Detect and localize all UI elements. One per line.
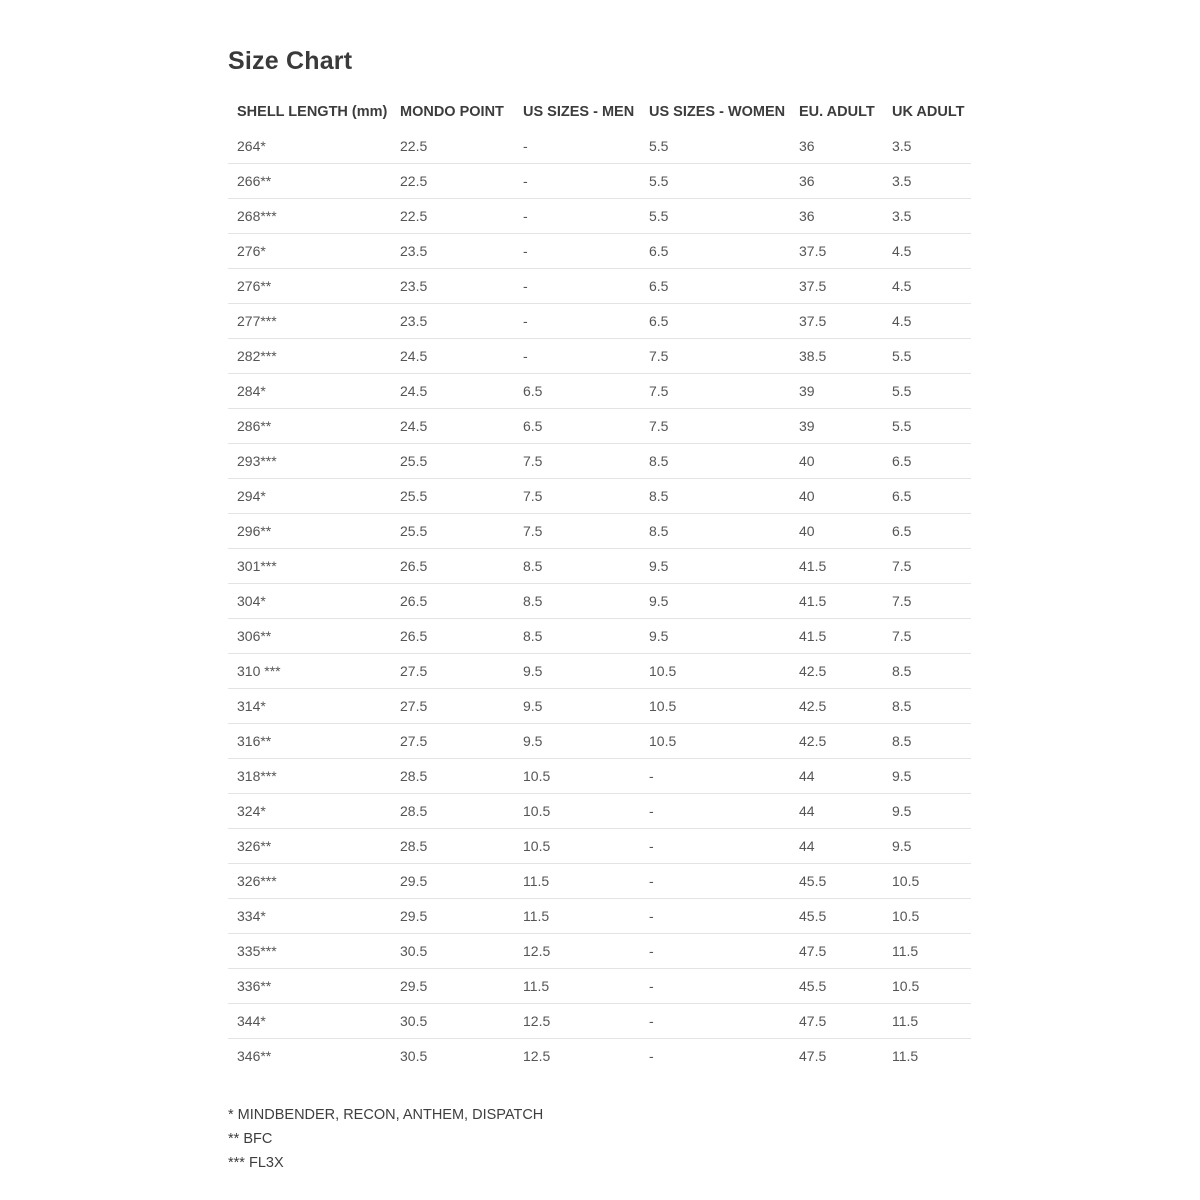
cell-eu-adult: 37.5 (790, 234, 883, 269)
cell-us-women: - (640, 829, 790, 864)
cell-us-men: 7.5 (514, 514, 640, 549)
cell-shell-length: 316** (228, 724, 391, 759)
cell-eu-adult: 44 (790, 794, 883, 829)
cell-us-women: - (640, 759, 790, 794)
table-row (228, 304, 971, 339)
cell-mondo-point: 22.5 (391, 199, 514, 234)
cell-uk-adult: 6.5 (883, 514, 971, 549)
table-row (228, 899, 971, 934)
cell-mondo-point: 25.5 (391, 444, 514, 479)
size-chart-page (228, 44, 973, 1175)
cell-us-women: 10.5 (640, 654, 790, 689)
header-us-women: US SIZES - WOMEN (649, 104, 786, 120)
table-row (228, 759, 971, 794)
cell-us-men: 12.5 (523, 1048, 551, 1064)
cell-shell-length: 276** (228, 269, 391, 304)
table-row (228, 339, 971, 374)
cell-shell-length: 277*** (228, 304, 391, 339)
cell-mondo-point: 29.5 (391, 969, 514, 1004)
cell-eu-adult: 39 (790, 374, 883, 409)
cell-uk-adult: 3.5 (883, 164, 971, 199)
cell-uk-adult: 9.5 (883, 794, 971, 829)
cell-uk-adult: 6.5 (883, 444, 971, 479)
cell-eu-adult: 42.5 (790, 724, 883, 759)
table-row (228, 969, 971, 1004)
cell-uk-adult: 7.5 (883, 584, 971, 619)
cell-shell-length: 294* (228, 479, 391, 514)
cell-uk-adult: 3.5 (883, 199, 971, 234)
cell-shell-length: 286** (228, 409, 391, 444)
table-row (228, 864, 971, 899)
table-row (228, 619, 971, 654)
cell-eu-adult: 37.5 (790, 269, 883, 304)
table-row (228, 689, 971, 724)
cell-mondo-point: 23.5 (391, 269, 514, 304)
cell-shell-length: 306** (228, 619, 391, 654)
cell-us-men: - (514, 199, 640, 234)
cell-us-women: - (640, 934, 790, 969)
cell-mondo-point: 28.5 (391, 794, 514, 829)
cell-us-women: 8.5 (640, 514, 790, 549)
cell-shell-length: 276* (228, 234, 391, 269)
cell-us-women: 9.5 (640, 549, 790, 584)
table-row (228, 584, 971, 619)
cell-eu-adult: 44 (790, 759, 883, 794)
cell-uk-adult: 9.5 (883, 829, 971, 864)
cell-uk-adult: 11.5 (883, 934, 971, 969)
cell-us-men: - (514, 269, 640, 304)
cell-uk-adult: 4.5 (883, 304, 971, 339)
table-row (228, 549, 971, 584)
cell-mondo-point: 24.5 (391, 409, 514, 444)
cell-us-women: 9.5 (640, 584, 790, 619)
cell-mondo-point: 22.5 (391, 129, 514, 164)
cell-us-women: 10.5 (640, 724, 790, 759)
cell-eu-adult: 36 (790, 129, 883, 164)
cell-us-men: 9.5 (514, 724, 640, 759)
cell-us-men: - (514, 234, 640, 269)
cell-us-women: - (649, 1048, 654, 1064)
cell-us-men: 10.5 (514, 829, 640, 864)
cell-us-women: 6.5 (640, 234, 790, 269)
header-uk-adult: UK ADULT (892, 104, 965, 120)
cell-us-women: - (640, 969, 790, 1004)
cell-us-women: 6.5 (640, 269, 790, 304)
cell-us-men: 7.5 (514, 444, 640, 479)
footnote: ** BFC (228, 1131, 273, 1147)
table-row (228, 829, 971, 864)
cell-us-men: 9.5 (514, 654, 640, 689)
cell-mondo-point: 26.5 (391, 549, 514, 584)
cell-eu-adult: 41.5 (790, 549, 883, 584)
cell-mondo-point: 23.5 (391, 304, 514, 339)
cell-mondo-point: 26.5 (391, 584, 514, 619)
cell-uk-adult: 8.5 (883, 654, 971, 689)
cell-shell-length: 344* (228, 1004, 391, 1039)
footnotes (228, 1103, 973, 1175)
cell-uk-adult: 11.5 (883, 1004, 971, 1039)
table-row (228, 409, 971, 444)
cell-mondo-point: 22.5 (391, 164, 514, 199)
table-row (228, 164, 971, 199)
table-row (228, 514, 971, 549)
table-body (228, 129, 971, 1073)
cell-shell-length: 304* (228, 584, 391, 619)
cell-eu-adult: 47.5 (790, 1004, 883, 1039)
cell-shell-length: 293*** (228, 444, 391, 479)
cell-mondo-point: 28.5 (391, 759, 514, 794)
cell-mondo-point: 29.5 (391, 899, 514, 934)
cell-eu-adult: 36 (790, 199, 883, 234)
cell-us-women: - (640, 794, 790, 829)
cell-eu-adult: 45.5 (790, 969, 883, 1004)
table-row (228, 1039, 971, 1074)
cell-shell-length: 346** (237, 1048, 272, 1064)
cell-eu-adult: 39 (790, 409, 883, 444)
page-title: Size Chart (228, 47, 353, 75)
cell-uk-adult: 4.5 (883, 234, 971, 269)
cell-uk-adult: 9.5 (883, 759, 971, 794)
cell-us-women: 9.5 (640, 619, 790, 654)
cell-shell-length: 310 *** (228, 654, 391, 689)
cell-shell-length: 284* (228, 374, 391, 409)
cell-shell-length: 326*** (228, 864, 391, 899)
cell-eu-adult: 45.5 (790, 899, 883, 934)
cell-us-men: 12.5 (514, 934, 640, 969)
cell-uk-adult: 7.5 (883, 549, 971, 584)
cell-us-women: 8.5 (640, 444, 790, 479)
cell-us-women: 7.5 (640, 374, 790, 409)
cell-us-men: 10.5 (514, 794, 640, 829)
cell-eu-adult: 44 (790, 829, 883, 864)
cell-us-men: 6.5 (514, 409, 640, 444)
footnote: *** FL3X (228, 1155, 284, 1171)
cell-us-men: 7.5 (514, 479, 640, 514)
table-row (228, 234, 971, 269)
header-us-men: US SIZES - MEN (523, 104, 635, 120)
cell-uk-adult: 5.5 (883, 374, 971, 409)
cell-shell-length: 324* (228, 794, 391, 829)
table-row (228, 479, 971, 514)
table-row (228, 129, 971, 164)
cell-eu-adult: 40 (790, 444, 883, 479)
cell-mondo-point: 24.5 (391, 374, 514, 409)
cell-us-men: - (514, 304, 640, 339)
cell-shell-length: 326** (228, 829, 391, 864)
size-table (228, 95, 971, 1073)
cell-mondo-point: 27.5 (391, 654, 514, 689)
cell-us-women: 10.5 (640, 689, 790, 724)
cell-shell-length: 335*** (228, 934, 391, 969)
table-row (228, 444, 971, 479)
cell-shell-length: 318*** (228, 759, 391, 794)
table-row (228, 1004, 971, 1039)
cell-mondo-point: 28.5 (391, 829, 514, 864)
cell-eu-adult: 41.5 (790, 584, 883, 619)
cell-mondo-point: 25.5 (391, 514, 514, 549)
cell-us-men: 8.5 (514, 584, 640, 619)
cell-us-men: 11.5 (514, 864, 640, 899)
cell-uk-adult: 10.5 (883, 969, 971, 1004)
cell-eu-adult: 42.5 (790, 654, 883, 689)
cell-eu-adult: 42.5 (790, 689, 883, 724)
cell-eu-adult: 40 (790, 514, 883, 549)
table-row (228, 724, 971, 759)
cell-mondo-point: 30.5 (391, 1004, 514, 1039)
cell-us-men: - (514, 129, 640, 164)
cell-shell-length: 336** (228, 969, 391, 1004)
cell-us-women: 7.5 (640, 339, 790, 374)
cell-us-women: - (640, 864, 790, 899)
cell-mondo-point: 30.5 (391, 934, 514, 969)
cell-mondo-point: 23.5 (391, 234, 514, 269)
cell-us-men: 8.5 (514, 619, 640, 654)
cell-shell-length: 264* (228, 129, 391, 164)
cell-mondo-point: 27.5 (391, 724, 514, 759)
cell-us-men: 11.5 (514, 969, 640, 1004)
cell-uk-adult: 8.5 (883, 689, 971, 724)
cell-eu-adult: 47.5 (799, 1048, 827, 1064)
cell-uk-adult: 5.5 (883, 339, 971, 374)
cell-shell-length: 301*** (228, 549, 391, 584)
cell-uk-adult: 6.5 (883, 479, 971, 514)
cell-eu-adult: 47.5 (790, 934, 883, 969)
header-shell-length: SHELL LENGTH (mm) (237, 104, 388, 120)
cell-uk-adult: 4.5 (883, 269, 971, 304)
header-row (228, 95, 971, 129)
cell-us-women: 6.5 (640, 304, 790, 339)
cell-us-women: - (640, 1004, 790, 1039)
cell-uk-adult: 5.5 (883, 409, 971, 444)
cell-us-men: 9.5 (514, 689, 640, 724)
cell-us-women: 5.5 (640, 129, 790, 164)
cell-uk-adult: 10.5 (883, 864, 971, 899)
cell-eu-adult: 36 (790, 164, 883, 199)
table-row (228, 374, 971, 409)
cell-shell-length: 266** (228, 164, 391, 199)
cell-shell-length: 268*** (228, 199, 391, 234)
cell-eu-adult: 45.5 (790, 864, 883, 899)
table-header (228, 95, 971, 129)
footnote: * MINDBENDER, RECON, ANTHEM, DISPATCH (228, 1107, 544, 1123)
cell-us-men: 11.5 (514, 899, 640, 934)
cell-us-men: - (514, 164, 640, 199)
table-row (228, 199, 971, 234)
cell-uk-adult: 3.5 (883, 129, 971, 164)
cell-us-women: - (640, 899, 790, 934)
cell-us-men: 12.5 (514, 1004, 640, 1039)
cell-us-men: - (514, 339, 640, 374)
cell-us-women: 5.5 (640, 199, 790, 234)
cell-eu-adult: 40 (790, 479, 883, 514)
cell-uk-adult: 11.5 (892, 1048, 919, 1064)
header-mondo-point: MONDO POINT (400, 104, 504, 120)
table-row (228, 269, 971, 304)
cell-mondo-point: 29.5 (391, 864, 514, 899)
cell-shell-length: 314* (228, 689, 391, 724)
cell-mondo-point: 26.5 (391, 619, 514, 654)
cell-us-women: 7.5 (640, 409, 790, 444)
cell-uk-adult: 10.5 (883, 899, 971, 934)
cell-shell-length: 334* (228, 899, 391, 934)
table-row (228, 654, 971, 689)
cell-uk-adult: 7.5 (883, 619, 971, 654)
table-row (228, 934, 971, 969)
cell-mondo-point: 25.5 (391, 479, 514, 514)
cell-eu-adult: 37.5 (790, 304, 883, 339)
table-row (228, 794, 971, 829)
cell-us-men: 6.5 (514, 374, 640, 409)
cell-mondo-point: 24.5 (391, 339, 514, 374)
cell-us-men: 8.5 (514, 549, 640, 584)
cell-shell-length: 282*** (228, 339, 391, 374)
cell-mondo-point: 30.5 (400, 1048, 428, 1064)
cell-us-women: 8.5 (640, 479, 790, 514)
cell-eu-adult: 38.5 (790, 339, 883, 374)
cell-eu-adult: 41.5 (790, 619, 883, 654)
cell-us-men: 10.5 (514, 759, 640, 794)
cell-shell-length: 296** (228, 514, 391, 549)
cell-uk-adult: 8.5 (883, 724, 971, 759)
cell-us-women: 5.5 (640, 164, 790, 199)
header-eu-adult: EU. ADULT (799, 104, 875, 120)
cell-mondo-point: 27.5 (391, 689, 514, 724)
